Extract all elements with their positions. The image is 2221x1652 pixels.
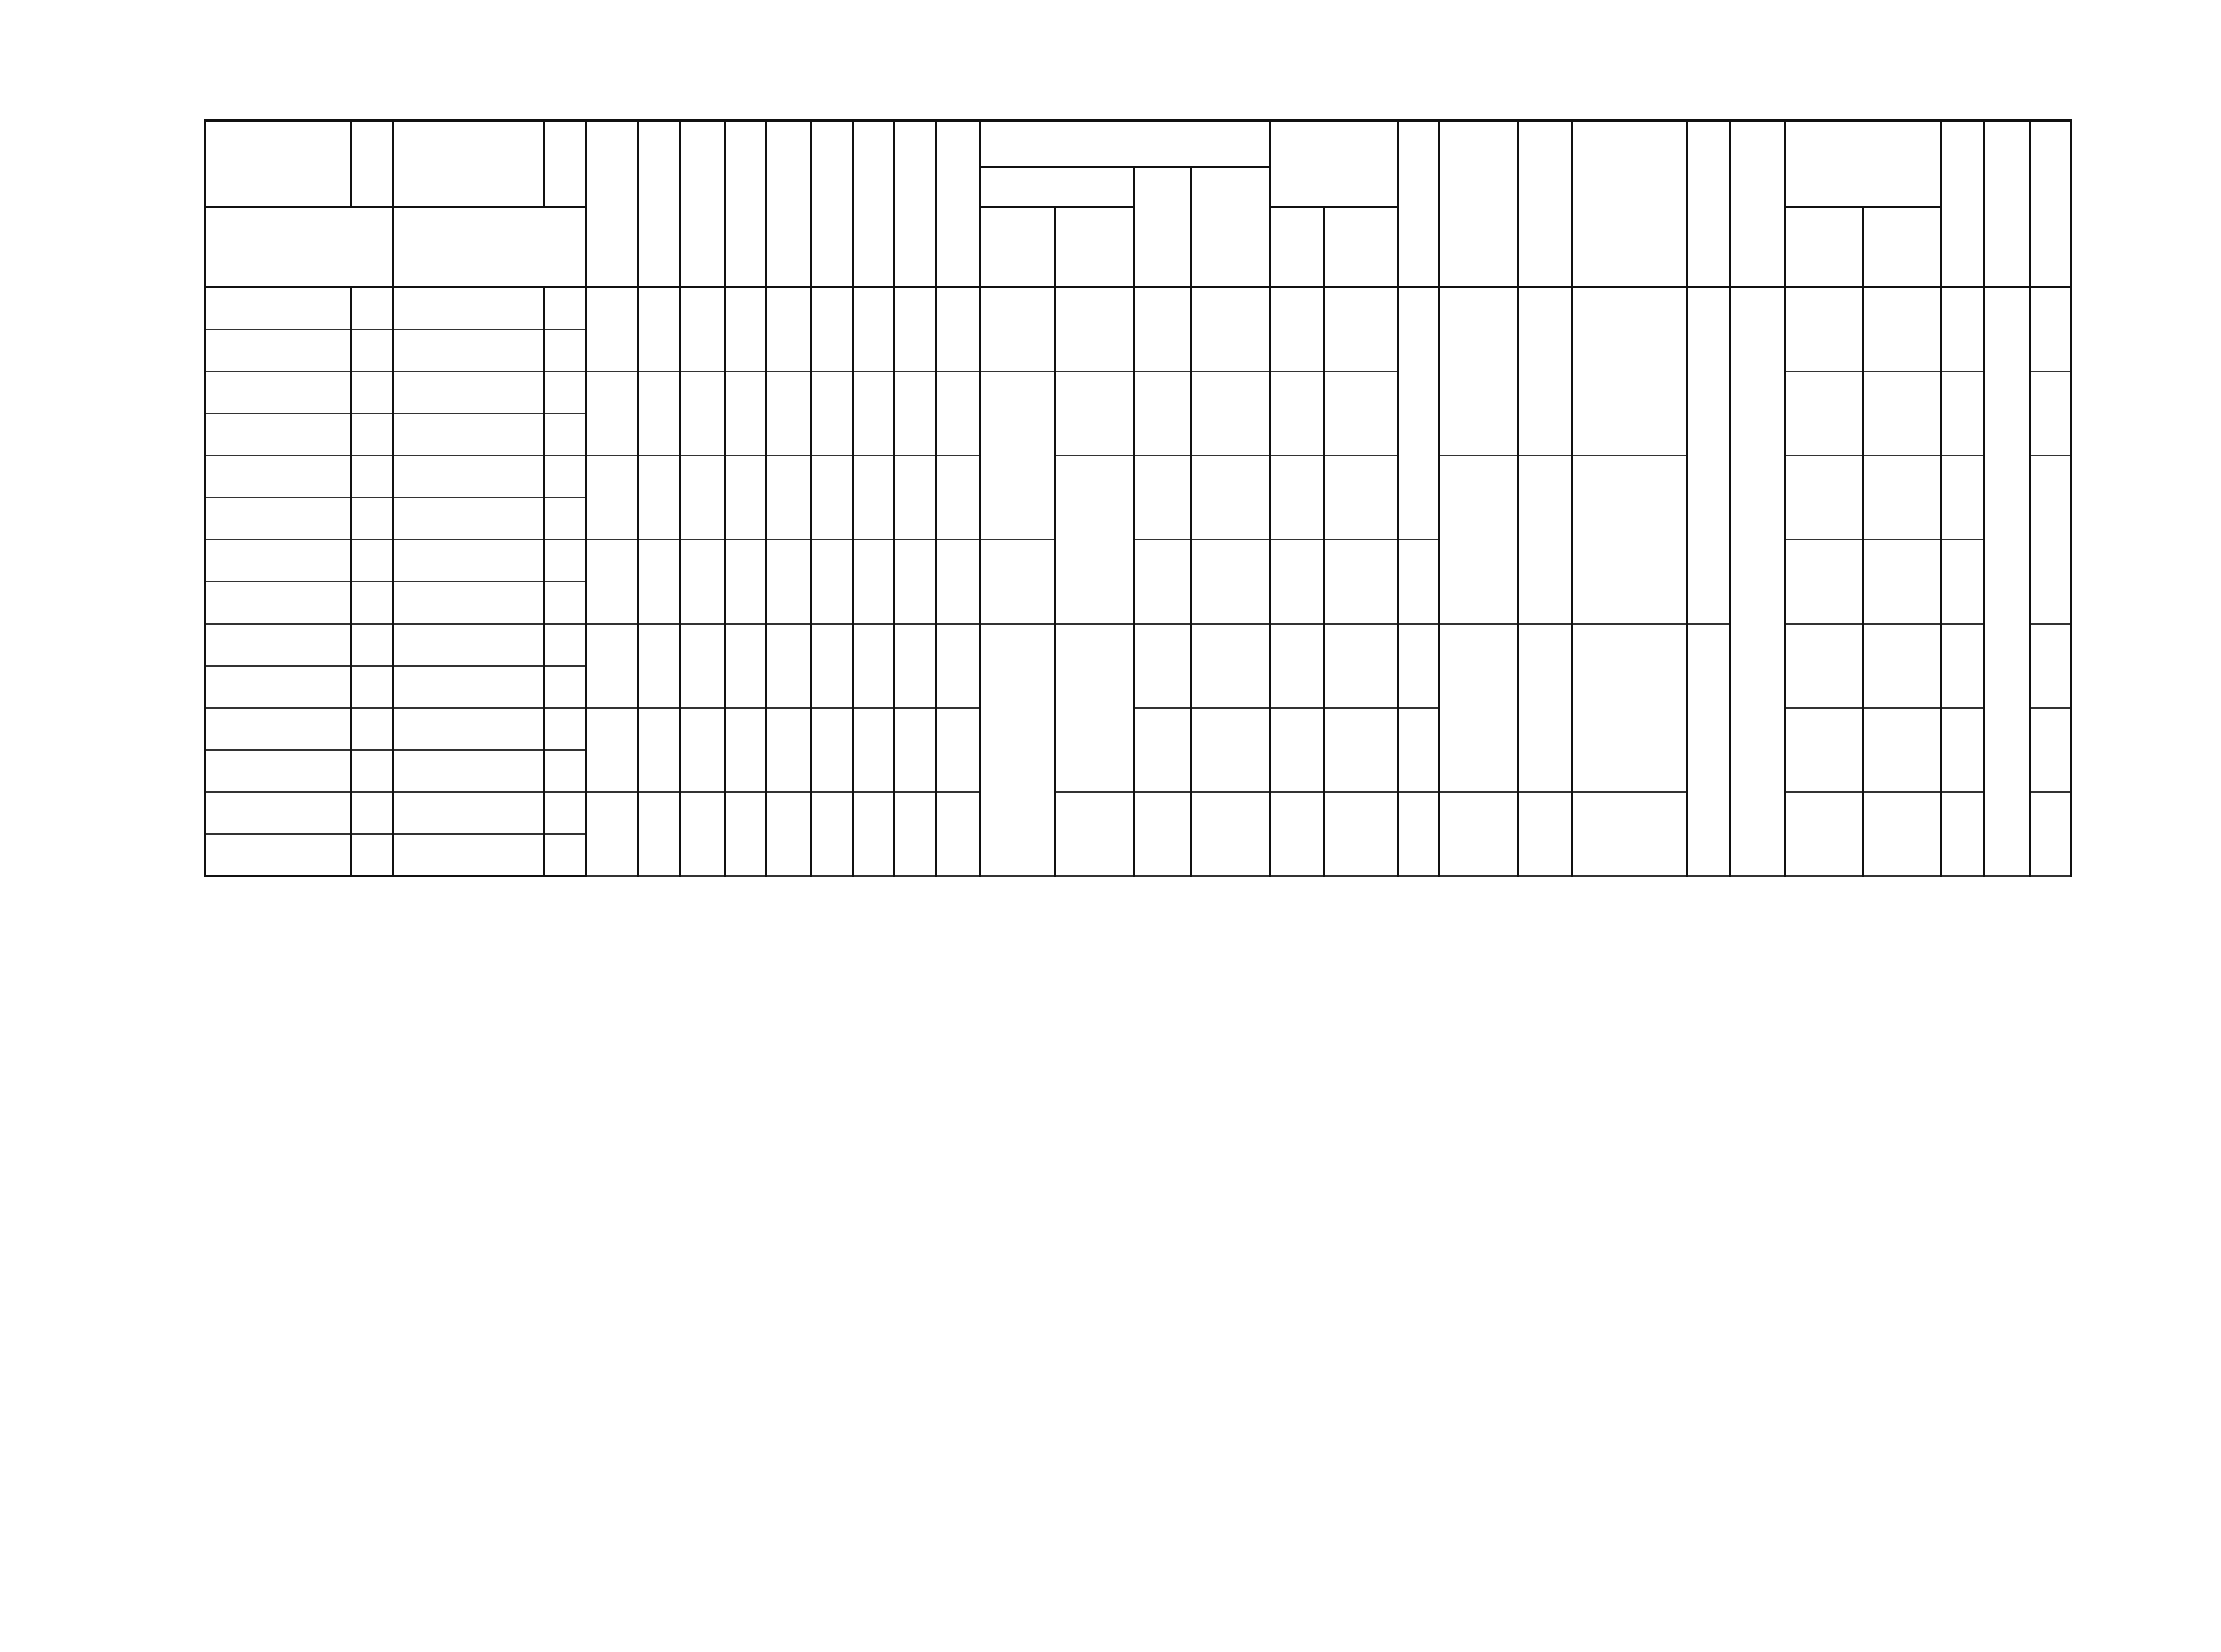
cell-l9: [936, 624, 980, 708]
cell-prof: [1191, 624, 1270, 708]
cell-l3: [679, 372, 725, 456]
cell-b: [1439, 624, 1518, 792]
cell-designation-1: [205, 456, 351, 498]
cell-designation-2: [392, 372, 544, 414]
cell-prof: [1191, 456, 1270, 540]
cell-applicability-1: [351, 540, 392, 582]
cell-l9: [936, 708, 980, 792]
broach-dimensions-table: [204, 119, 2072, 877]
cell-applicability-2: [544, 372, 585, 414]
header-C2: [1863, 208, 1941, 288]
cell-l2: [638, 792, 679, 876]
cell-designation-1: [205, 708, 351, 750]
cell-l7: [853, 372, 894, 456]
table-row: [205, 708, 2072, 750]
header-b1: [1518, 121, 1572, 288]
cell-l2: [638, 624, 679, 708]
cell-t1: [1270, 624, 1323, 708]
cell-a: [1984, 288, 2031, 876]
header-designation-1: [205, 121, 351, 208]
cell-prof: [1191, 708, 1270, 792]
cell-l6: [811, 288, 852, 372]
cell-l5: [767, 708, 811, 792]
cell-l8: [894, 708, 936, 792]
cell-l4: [725, 792, 767, 876]
cell-applicability-1: [351, 708, 392, 750]
cell-F: [1730, 288, 1785, 876]
cell-l3: [679, 288, 725, 372]
cell-l4: [725, 372, 767, 456]
cell-t: [1135, 624, 1191, 708]
cell-l1: [586, 708, 638, 792]
header-applicability-1: [351, 121, 392, 208]
cell-applicability-1: [351, 792, 392, 834]
cell-l6: [811, 456, 852, 540]
cell-phi: [1572, 456, 1687, 624]
cell-l3: [679, 624, 725, 708]
header-l9: [936, 121, 980, 288]
cell-applicability-2: [544, 582, 585, 624]
cell-designation-2: [392, 330, 544, 372]
table-row: [205, 372, 2072, 414]
cell-applicability-2: [544, 540, 585, 582]
cell-chamfer: [980, 372, 1056, 540]
table-row: [205, 288, 2072, 330]
cell-applicability-1: [351, 582, 392, 624]
cell-l8: [894, 540, 936, 624]
cell-l9: [936, 792, 980, 876]
cell-t: [1135, 708, 1191, 792]
cell-spline: [1055, 792, 1135, 876]
cell-l7: [853, 624, 894, 708]
header-applicability-2: [544, 121, 585, 208]
header-l1: [586, 121, 638, 288]
cell-t: [1135, 540, 1191, 624]
cell-C2: [1863, 540, 1941, 624]
cell-applicability-1: [351, 750, 392, 792]
cell-applicability-2: [544, 708, 585, 750]
cell-applicability-2: [544, 666, 585, 708]
cell-phi: [1572, 792, 1687, 876]
cell-l9: [936, 456, 980, 540]
header-t: [1135, 167, 1191, 288]
cell-applicability-2: [544, 288, 585, 330]
cell-prof2: [1323, 372, 1399, 456]
cell-b1: [1518, 288, 1572, 456]
cell-l6: [811, 708, 852, 792]
cell-b: [1439, 288, 1518, 456]
cell-l2: [638, 288, 679, 372]
cell-l4: [725, 624, 767, 708]
cell-l1: [586, 792, 638, 876]
cell-b1: [1518, 624, 1572, 792]
cell-t: [1135, 288, 1191, 372]
cell-designation-2: [392, 414, 544, 456]
cell-t1: [1270, 372, 1323, 456]
cell-b1: [1518, 456, 1572, 624]
cell-applicability-1: [351, 456, 392, 498]
cell-applicability-1: [351, 666, 392, 708]
cell-spline: [1055, 624, 1135, 792]
cell-n: [1941, 792, 1983, 876]
header-profile-no: [1191, 167, 1270, 288]
header-a: [1984, 121, 2031, 288]
cell-C2: [1863, 708, 1941, 792]
cell-designation-2: [392, 456, 544, 498]
cell-t1: [1270, 708, 1323, 792]
cell-designation-2: [392, 582, 544, 624]
cell-designation-1: [205, 540, 351, 582]
cell-t1: [1270, 540, 1323, 624]
header-profile-no-2: [1323, 208, 1399, 288]
cell-l7: [853, 792, 894, 876]
cell-applicability-2: [544, 498, 585, 540]
cell-b: [1439, 456, 1518, 624]
cell-designation-2: [392, 834, 544, 876]
cell-l9: [936, 372, 980, 456]
cell-C1: [1785, 708, 1863, 792]
cell-designation-2: [392, 540, 544, 582]
cell-l4: [725, 288, 767, 372]
cell-applicability-1: [351, 372, 392, 414]
cell-l6: [811, 540, 852, 624]
cell-applicability-1: [351, 498, 392, 540]
cell-b1: [1518, 792, 1572, 876]
cell-l5: [767, 792, 811, 876]
cell-designation-1: [205, 330, 351, 372]
cell-l6: [811, 792, 852, 876]
cell-applicability-1: [351, 414, 392, 456]
cell-f: [2031, 456, 2072, 624]
cell-l3: [679, 456, 725, 540]
cell-phi: [1572, 288, 1687, 456]
cell-designation-2: [392, 750, 544, 792]
cell-spline: [1055, 456, 1135, 624]
table-row: [205, 792, 2072, 834]
cell-C1: [1785, 624, 1863, 708]
cell-t: [1135, 372, 1191, 456]
header-t1: [1270, 208, 1323, 288]
cell-l2: [638, 540, 679, 624]
header-spline: [1055, 208, 1135, 288]
cell-C1: [1785, 456, 1863, 540]
cell-l8: [894, 456, 936, 540]
cell-prof2: [1323, 708, 1399, 792]
header-f: [2031, 121, 2072, 288]
cell-designation-1: [205, 792, 351, 834]
cell-n: [1941, 372, 1983, 456]
cell-t2: [1399, 288, 1439, 540]
cell-l2: [638, 456, 679, 540]
cell-prof2: [1323, 624, 1399, 708]
cell-l3: [679, 708, 725, 792]
table-row: [205, 540, 2072, 582]
cell-l8: [894, 372, 936, 456]
cell-l1: [586, 372, 638, 456]
cell-designation-2: [392, 792, 544, 834]
cell-prof: [1191, 288, 1270, 372]
header-C1: [1785, 208, 1863, 288]
cell-l8: [894, 792, 936, 876]
header-b: [1439, 121, 1518, 288]
header-l8: [894, 121, 936, 288]
cell-prof2: [1323, 540, 1399, 624]
cell-C1: [1785, 288, 1863, 372]
cell-f: [2031, 708, 2072, 792]
cell-l5: [767, 540, 811, 624]
cell-l4: [725, 456, 767, 540]
cell-designation-1: [205, 582, 351, 624]
header-C: [1785, 121, 1941, 208]
cell-l7: [853, 540, 894, 624]
header-l4: [725, 121, 767, 288]
cell-t2: [1399, 792, 1439, 876]
cell-f: [2031, 372, 2072, 456]
cell-l3: [679, 540, 725, 624]
cell-C1: [1785, 540, 1863, 624]
cell-t1: [1270, 792, 1323, 876]
cell-l2: [638, 372, 679, 456]
header-designation-2: [392, 121, 544, 208]
table-row: [205, 624, 2072, 666]
cell-spline: [1055, 372, 1135, 456]
cell-applicability-1: [351, 330, 392, 372]
cell-l5: [767, 624, 811, 708]
cell-applicability-1: [351, 288, 392, 330]
cell-applicability-2: [544, 330, 585, 372]
cell-t: [1135, 792, 1191, 876]
cell-prof: [1191, 372, 1270, 456]
cell-C1: [1785, 792, 1863, 876]
cell-prof2: [1323, 456, 1399, 540]
cell-applicability-2: [544, 624, 585, 666]
cell-designation-1: [205, 750, 351, 792]
cell-C2: [1863, 624, 1941, 708]
cell-l6: [811, 372, 852, 456]
cell-l9: [936, 540, 980, 624]
cell-applicability-2: [544, 792, 585, 834]
cell-l5: [767, 456, 811, 540]
cell-designation-2: [392, 624, 544, 666]
cell-n: [1941, 624, 1983, 708]
cell-t1: [1270, 456, 1323, 540]
cell-n: [1941, 288, 1983, 372]
cell-C2: [1863, 456, 1941, 540]
header-F: [1730, 121, 1785, 288]
table-row: [205, 456, 2072, 498]
cell-applicability-1: [351, 624, 392, 666]
cell-l7: [853, 456, 894, 540]
header-phi: [1572, 121, 1687, 288]
header-n: [1941, 121, 1983, 288]
cell-l4: [725, 708, 767, 792]
header-q: [1687, 121, 1730, 288]
header-l3: [679, 121, 725, 288]
header-teeth-count: [980, 167, 1135, 208]
cell-n: [1941, 708, 1983, 792]
cell-l1: [586, 624, 638, 708]
cell-l7: [853, 288, 894, 372]
header-l7: [853, 121, 894, 288]
cell-applicability-2: [544, 456, 585, 498]
cell-t2: [1399, 540, 1439, 624]
cell-spline: [1055, 288, 1135, 372]
cell-chamfer: [980, 288, 1056, 372]
cell-q: [1687, 624, 1730, 876]
cell-chamfer: [980, 540, 1056, 624]
cell-applicability-1: [351, 834, 392, 876]
cell-t: [1135, 456, 1191, 540]
header-finish-teeth: [1270, 121, 1399, 208]
cell-prof: [1191, 540, 1270, 624]
cell-f: [2031, 624, 2072, 708]
cell-l7: [853, 708, 894, 792]
cell-t1: [1270, 288, 1323, 372]
cell-phi: [1572, 624, 1687, 792]
cell-designation-1: [205, 414, 351, 456]
cell-designation-1: [205, 288, 351, 330]
cell-applicability-2: [544, 414, 585, 456]
header-execution-1: [205, 208, 393, 288]
cell-l1: [586, 288, 638, 372]
cell-l2: [638, 708, 679, 792]
cell-prof2: [1323, 288, 1399, 372]
cell-C1: [1785, 372, 1863, 456]
cell-designation-2: [392, 666, 544, 708]
cell-l1: [586, 456, 638, 540]
cell-n: [1941, 540, 1983, 624]
cell-f: [2031, 792, 2072, 876]
cell-designation-2: [392, 498, 544, 540]
cell-b: [1439, 792, 1518, 876]
cell-t2: [1399, 708, 1439, 792]
cell-l5: [767, 372, 811, 456]
header-rough-teeth: [980, 121, 1270, 167]
cell-l8: [894, 288, 936, 372]
header-execution-2: [392, 208, 586, 288]
cell-l9: [936, 288, 980, 372]
cell-designation-1: [205, 624, 351, 666]
cell-designation-2: [392, 288, 544, 330]
cell-l1: [586, 540, 638, 624]
cell-designation-1: [205, 834, 351, 876]
cell-l3: [679, 792, 725, 876]
cell-designation-1: [205, 498, 351, 540]
cell-l8: [894, 624, 936, 708]
header-chamfer: [980, 208, 1056, 288]
cell-designation-2: [392, 708, 544, 750]
cell-C2: [1863, 372, 1941, 456]
table-body: [205, 288, 2072, 876]
cell-f: [2031, 288, 2072, 372]
cell-l5: [767, 288, 811, 372]
cell-prof2: [1323, 792, 1399, 876]
header-l2: [638, 121, 679, 288]
cell-l6: [811, 624, 852, 708]
cell-designation-1: [205, 666, 351, 708]
header-l5: [767, 121, 811, 288]
cell-C2: [1863, 792, 1941, 876]
header-t2: [1399, 121, 1439, 288]
cell-prof: [1191, 792, 1270, 876]
cell-l4: [725, 540, 767, 624]
header-l6: [811, 121, 852, 288]
cell-C2: [1863, 288, 1941, 372]
cell-chamfer: [980, 624, 1056, 876]
cell-n: [1941, 456, 1983, 540]
cell-applicability-2: [544, 834, 585, 876]
cell-t2: [1399, 624, 1439, 708]
cell-q: [1687, 288, 1730, 624]
cell-applicability-2: [544, 750, 585, 792]
cell-designation-1: [205, 372, 351, 414]
